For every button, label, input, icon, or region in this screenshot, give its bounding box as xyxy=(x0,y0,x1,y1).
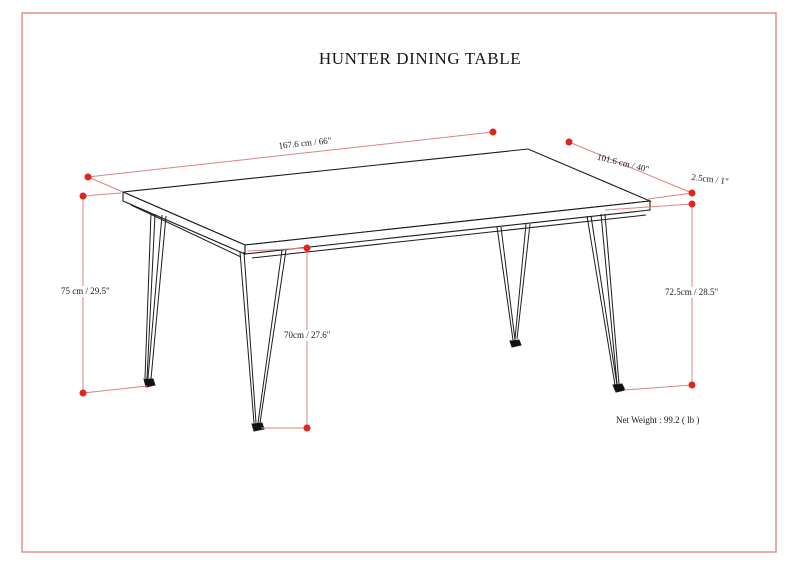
leg-back xyxy=(497,224,530,347)
label-clearance: 70cm / 27.6" xyxy=(281,330,333,341)
marker-height-left-bottom xyxy=(80,390,87,397)
marker-length-right xyxy=(490,129,497,136)
leg-right xyxy=(587,214,625,392)
leg-right-foot xyxy=(613,384,625,392)
net-weight-text: Net Weight : 99.2 ( lb ) xyxy=(616,415,700,425)
label-height-underside: 72.5cm / 28.5" xyxy=(662,287,721,298)
marker-length-left xyxy=(85,174,92,181)
leg-left xyxy=(144,213,166,387)
red-border-frame xyxy=(22,13,776,552)
marker-thickness-top xyxy=(689,190,696,197)
marker-thickness-bottom xyxy=(689,201,696,208)
label-length: 167.6 cm / 66" xyxy=(277,135,332,151)
leg-back-foot xyxy=(510,340,521,347)
page-title: HUNTER DINING TABLE xyxy=(318,49,522,68)
label-depth: 101.6 cm / 40" xyxy=(596,151,651,175)
marker-height-left-top xyxy=(80,193,87,200)
leg-front xyxy=(240,250,286,431)
label-thickness: 2.5cm / 1" xyxy=(690,171,730,187)
leg-front-foot xyxy=(252,423,264,431)
marker-clearance-bottom xyxy=(304,425,311,432)
label-height-overall: 75 cm / 29.5" xyxy=(58,286,113,297)
marker-height-right-bottom xyxy=(689,382,696,389)
marker-clearance-top xyxy=(304,245,311,252)
